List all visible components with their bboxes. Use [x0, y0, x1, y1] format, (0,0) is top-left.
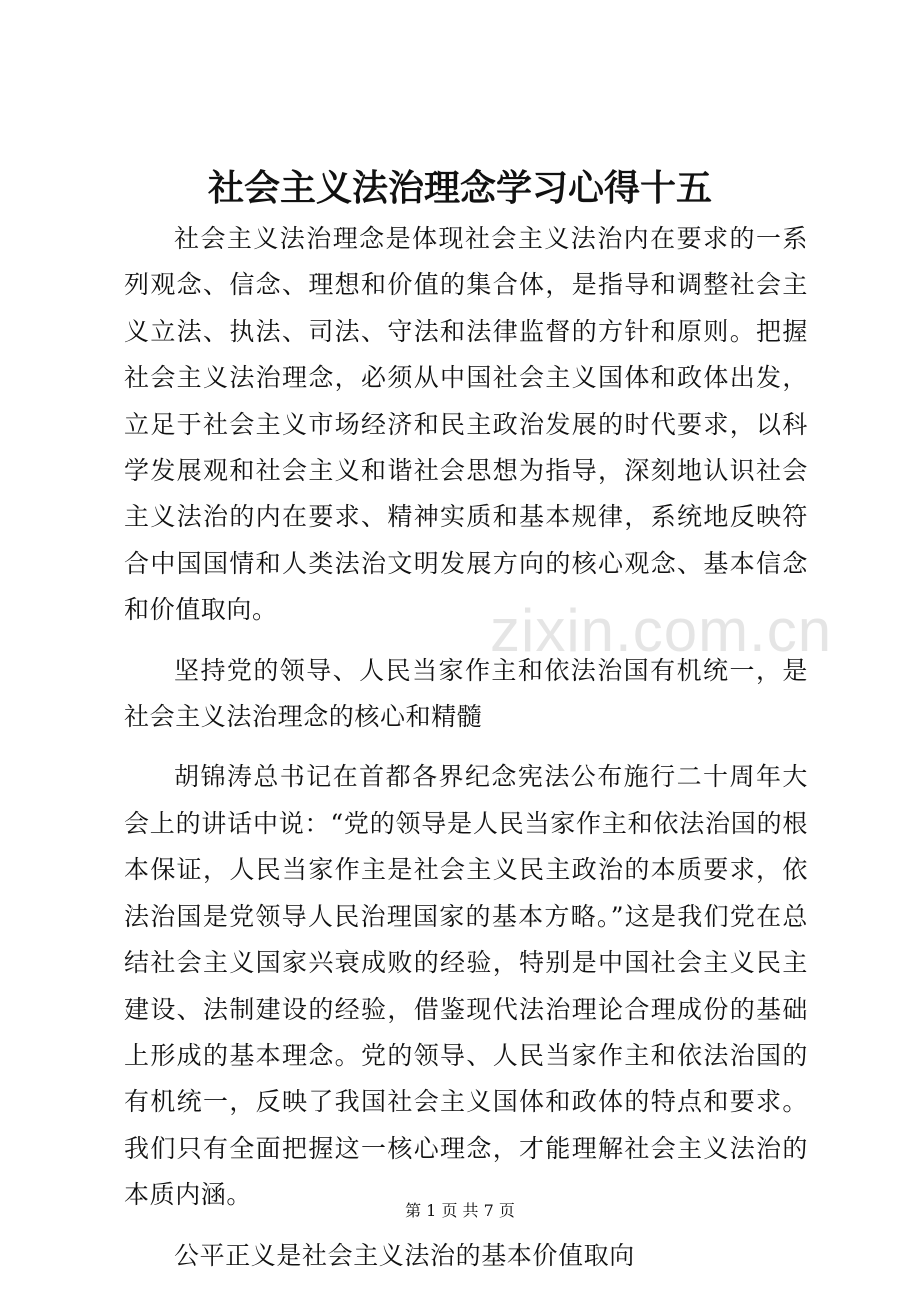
- document-title: 社会主义法治理念学习心得十五: [207, 167, 712, 209]
- paragraph-heading-justice: 公平正义是社会主义法治的基本价值取向: [174, 1240, 635, 1270]
- paragraph-intro: 社会主义法治理念是体现社会主义法治内在要求的一系列观念、信念、理想和价值的集合体，是指导和调整社会主义立法、执法、司法、守法和法律监督的方针和原则。把握社会主义法治理念，必须从中国社会主义国体和政体出发，立足于社会主义市场经济和民主政治发展的时代要求，以科学发展观和社会主义和谐社会思想为指导，深刻地认识社会主义法治的内在要求、精神实质和基本规律，系统地反映符合中国国情和人类法治文明发展方向的核心观念、基本信念和价值取向。: [124, 224, 808, 625]
- paragraph-speech: 胡锦涛总书记在首都各界纪念宪法公布施行二十周年大会上的讲话中说：“党的领导是人民当家作主和依法治国的根本保证，人民当家作主是社会主义民主政治的本质要求，依法治国是党领导人民治理国家的基本方略。”这是我们党在总结社会主义国家兴衰成败的经验，特别是中国社会主义民主建设、法制建设的经验，借鉴现代法治理论合理成份的基础上形成的基本理念。党的领导、人民当家作主和依法治国的有机统一，反映了我国社会主义国体和政体的特点和要求。我们只有全面把握这一核心理念，才能理解社会主义法治的本质内涵。: [124, 762, 808, 1210]
- watermark-text: zixin.com.cn: [490, 597, 833, 664]
- page-footer: 第 1 页 共 7 页: [405, 1201, 515, 1220]
- paragraph-heading-core: 坚持党的领导、人民当家作主和依法治国有机统一，是社会主义法治理念的核心和精髓: [124, 655, 808, 732]
- document-body: [124, 216, 808, 1279]
